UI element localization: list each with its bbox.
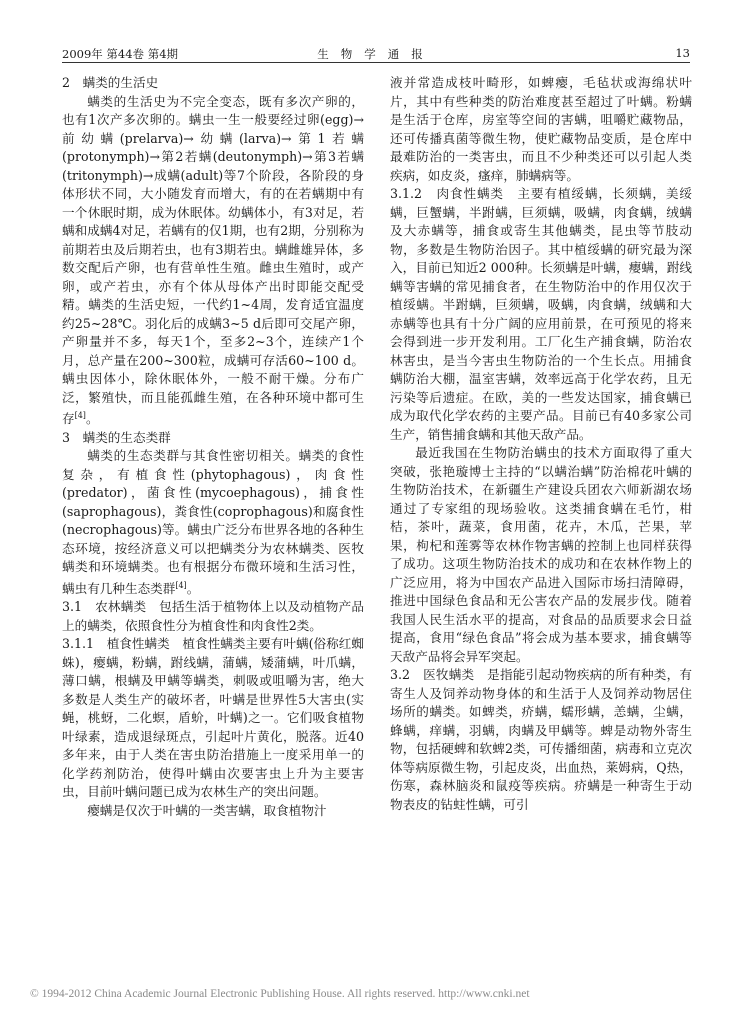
subsection-3-1-2: 3.1.2 肉食性螨类 主要有植绥螨，长须螨，美绥螨，巨蟹螨，半跗螨，巨须螨，吸螨，肉食螨，绒螨及大赤螨等，捕食或寄生其他螨类，昆虫等节肢动物，多数是生物防治因子。其中植绥螨的研究最为深入，目前已知近2 000种。长须螨是叶螨，瘿螨，跗线螨等害螨的常见捕食者，在生物防治中的作用仅次于植绥螨。半跗螨，巨须螨，吸螨，肉食螨，绒螨和大赤螨等也具有十分广阔的应用前景，在可预见的将来会得到进一步开发利用。工厂化生产捕食螨，防治农林害虫，是当今害虫生物防治的一个生长点。用捕食螨防治大棚，温室害螨，效率远高于化学农药，且无污染等后遗症。在欧，美的一些发达国家，捕食螨已成为取代化学农药的主要产品。目前已有40多家公司生产，销售捕食螨和其他天敌产品。 [390, 186, 692, 442]
copyright-footer: © 1994-2012 China Academic Journal Electronic Publishing House. All rights reserved. http://www.cnki.net [30, 988, 530, 1000]
paragraph: 螨类的生态类群与其食性密切相关。螨类的食性复杂，有植食性(phytophagous)，肉食性(predator)，菌食性(mycoephagous)，捕食性(saprophagous)，粪食性(coprophagous)和腐食性(necrophagous)等。螨虫广泛分布世界各地的各种生态环境，按经济意义可以把螨类分为农林螨类、医牧螨类和环境螨类。也有根据分布微环境和生活习性，螨虫有几种生态类群[4]。 [62, 448, 364, 596]
citation: [4] [74, 411, 86, 420]
journal-name: 生物学通报 [317, 47, 435, 61]
journal-issue: 2009年 第44卷 第4期 [62, 47, 179, 61]
running-header [62, 44, 690, 63]
right-column [390, 74, 692, 814]
left-column [62, 74, 364, 820]
citation: [4] [175, 580, 187, 590]
paragraph: 最近我国在生物防治螨虫的技术方面取得了重大突破，张艳璇博士主持的“以螨治螨”防治棉花叶螨的生物防治技术，在新疆生产建设兵团农六师新湖农场通过了专家组的现场验收。这类捕食螨在毛竹，柑桔，茶叶，蔬菜，食用菌，花卉，木瓜，芒果，苹果，枸杞和莲雾等农林作物害螨的控制上也同样获得了成功。这项生物防治技术的成功和在农林作物上的广泛应用，将为中国农产品进入国际市场扫清障碍，推进中国绿色食品和无公害农产品的发展步伐。随着我国人民生活水平的提高，对食品的品质要求会日益提高，食用“绿色食品”将会成为基本要求，捕食螨等天敌产品将会异军突起。 [390, 445, 692, 664]
page-number: 13 [675, 46, 690, 60]
subsection-3-2: 3.2 医牧螨类 是指能引起动物疾病的所有种类，有寄生人及饲养动物身体的和生活于人及饲养动物居住场所的螨类。如蜱类，疥螨，蠕形螨，恙螨，尘螨，蜂螨，痒螨，羽螨，肉螨及甲螨等。蜱是动物外寄生物，包括硬蜱和软蜱2类，可传播细菌，病毒和立克次体等病原微生物，引起皮炎，出血热，莱姆病，Q热，伤寒，森林脑炎和鼠疫等疾病。疥螨是一种寄生于动物表皮的钻蛀性螨，可引 [390, 667, 692, 812]
paragraph: 瘿螨是仅次于叶螨的一类害螨，取食植物汁 [87, 802, 327, 818]
paragraph-continued: 液并常造成枝叶畸形，如蜱瘿，毛毡状或海绵状叶片，其中有些种类的防治难度甚至超过了叶螨。粉螨是生活于仓库，房室等空间的害螨，咀嚼贮藏物品，还可传播真菌等微生物，使贮藏物品变质，是仓库中最难防治的一类害虫，而且不少种类还可以引起人类疾病，如皮炎，瘙痒，肺螨病等。 [390, 75, 692, 183]
subsection-3-1: 3.1 农林螨类 包括生活于植物体上以及动植物产品上的螨类，依照食性分为植食性和肉食性2类。 [62, 599, 364, 633]
section-heading-3: 3 螨类的生态类群 [62, 429, 171, 445]
paragraph: 螨类的生活史为不完全变态，既有多次产卵的，也有1次产多次卵的。螨虫一生一般要经过卵(egg)→前幼螨(prelarva)→幼螨(larva)→第1若螨(protonymph)→第2若螨(deutonymph)→第3若螨(tritonymph)→成螨(adult)等7个阶段，各阶段的身体形状不同，大小随发育而增大，有的在若螨期中有一个休眠时期，成为休眠体。幼螨体小，有3对足，若螨和成螨4对足，若螨有的仅1期，也有2期，分别称为前期若虫及后期若虫，也有3期若虫。螨雌雄异体，多数交配后产卵，也有营单性生殖。雌虫生殖时，或产卵，或产若虫，亦有个体从母体产出时即能交配受精。螨类的生活史短，一代约1~4周，发育适宜温度约25~28℃。羽化后的成螨3~5 d后即可交尾产卵，产卵量并不多，每天1个，至多2~3个，连续产1个月，总产量在200~300粒，成螨可存活60~100 d。螨虫因体小，除休眠体外，一般不耐干燥。分布广泛，繁殖快，而且能孤雌生殖，在各种环境中都可生存[4]。 [62, 93, 364, 427]
subsection-3-1-1: 3.1.1 植食性螨类 植食性螨类主要有叶螨(俗称红蜘蛛)，瘿螨，粉螨，跗线螨，蒲螨，矮蒲螨，叶爪螨，薄口螨，根螨及甲螨等螨类，刺吸或咀嚼为害，绝大多数是人类生产的破坏者，叶螨是世界性5大害虫(实蝇，桃蚜，二化螟，盾蚧，叶螨)之一。它们吸食植物叶绿素，造成退绿斑点，引起叶片黄化，脱落。近40多年来，由于人类在害虫防治措施上一度采用单一的化学药剂防治，使得叶螨由次要害虫上升为主要害虫，目前叶螨问题已成为农林生产的突出问题。 [62, 636, 364, 800]
section-heading-2: 2 螨类的生活史 [62, 75, 159, 90]
